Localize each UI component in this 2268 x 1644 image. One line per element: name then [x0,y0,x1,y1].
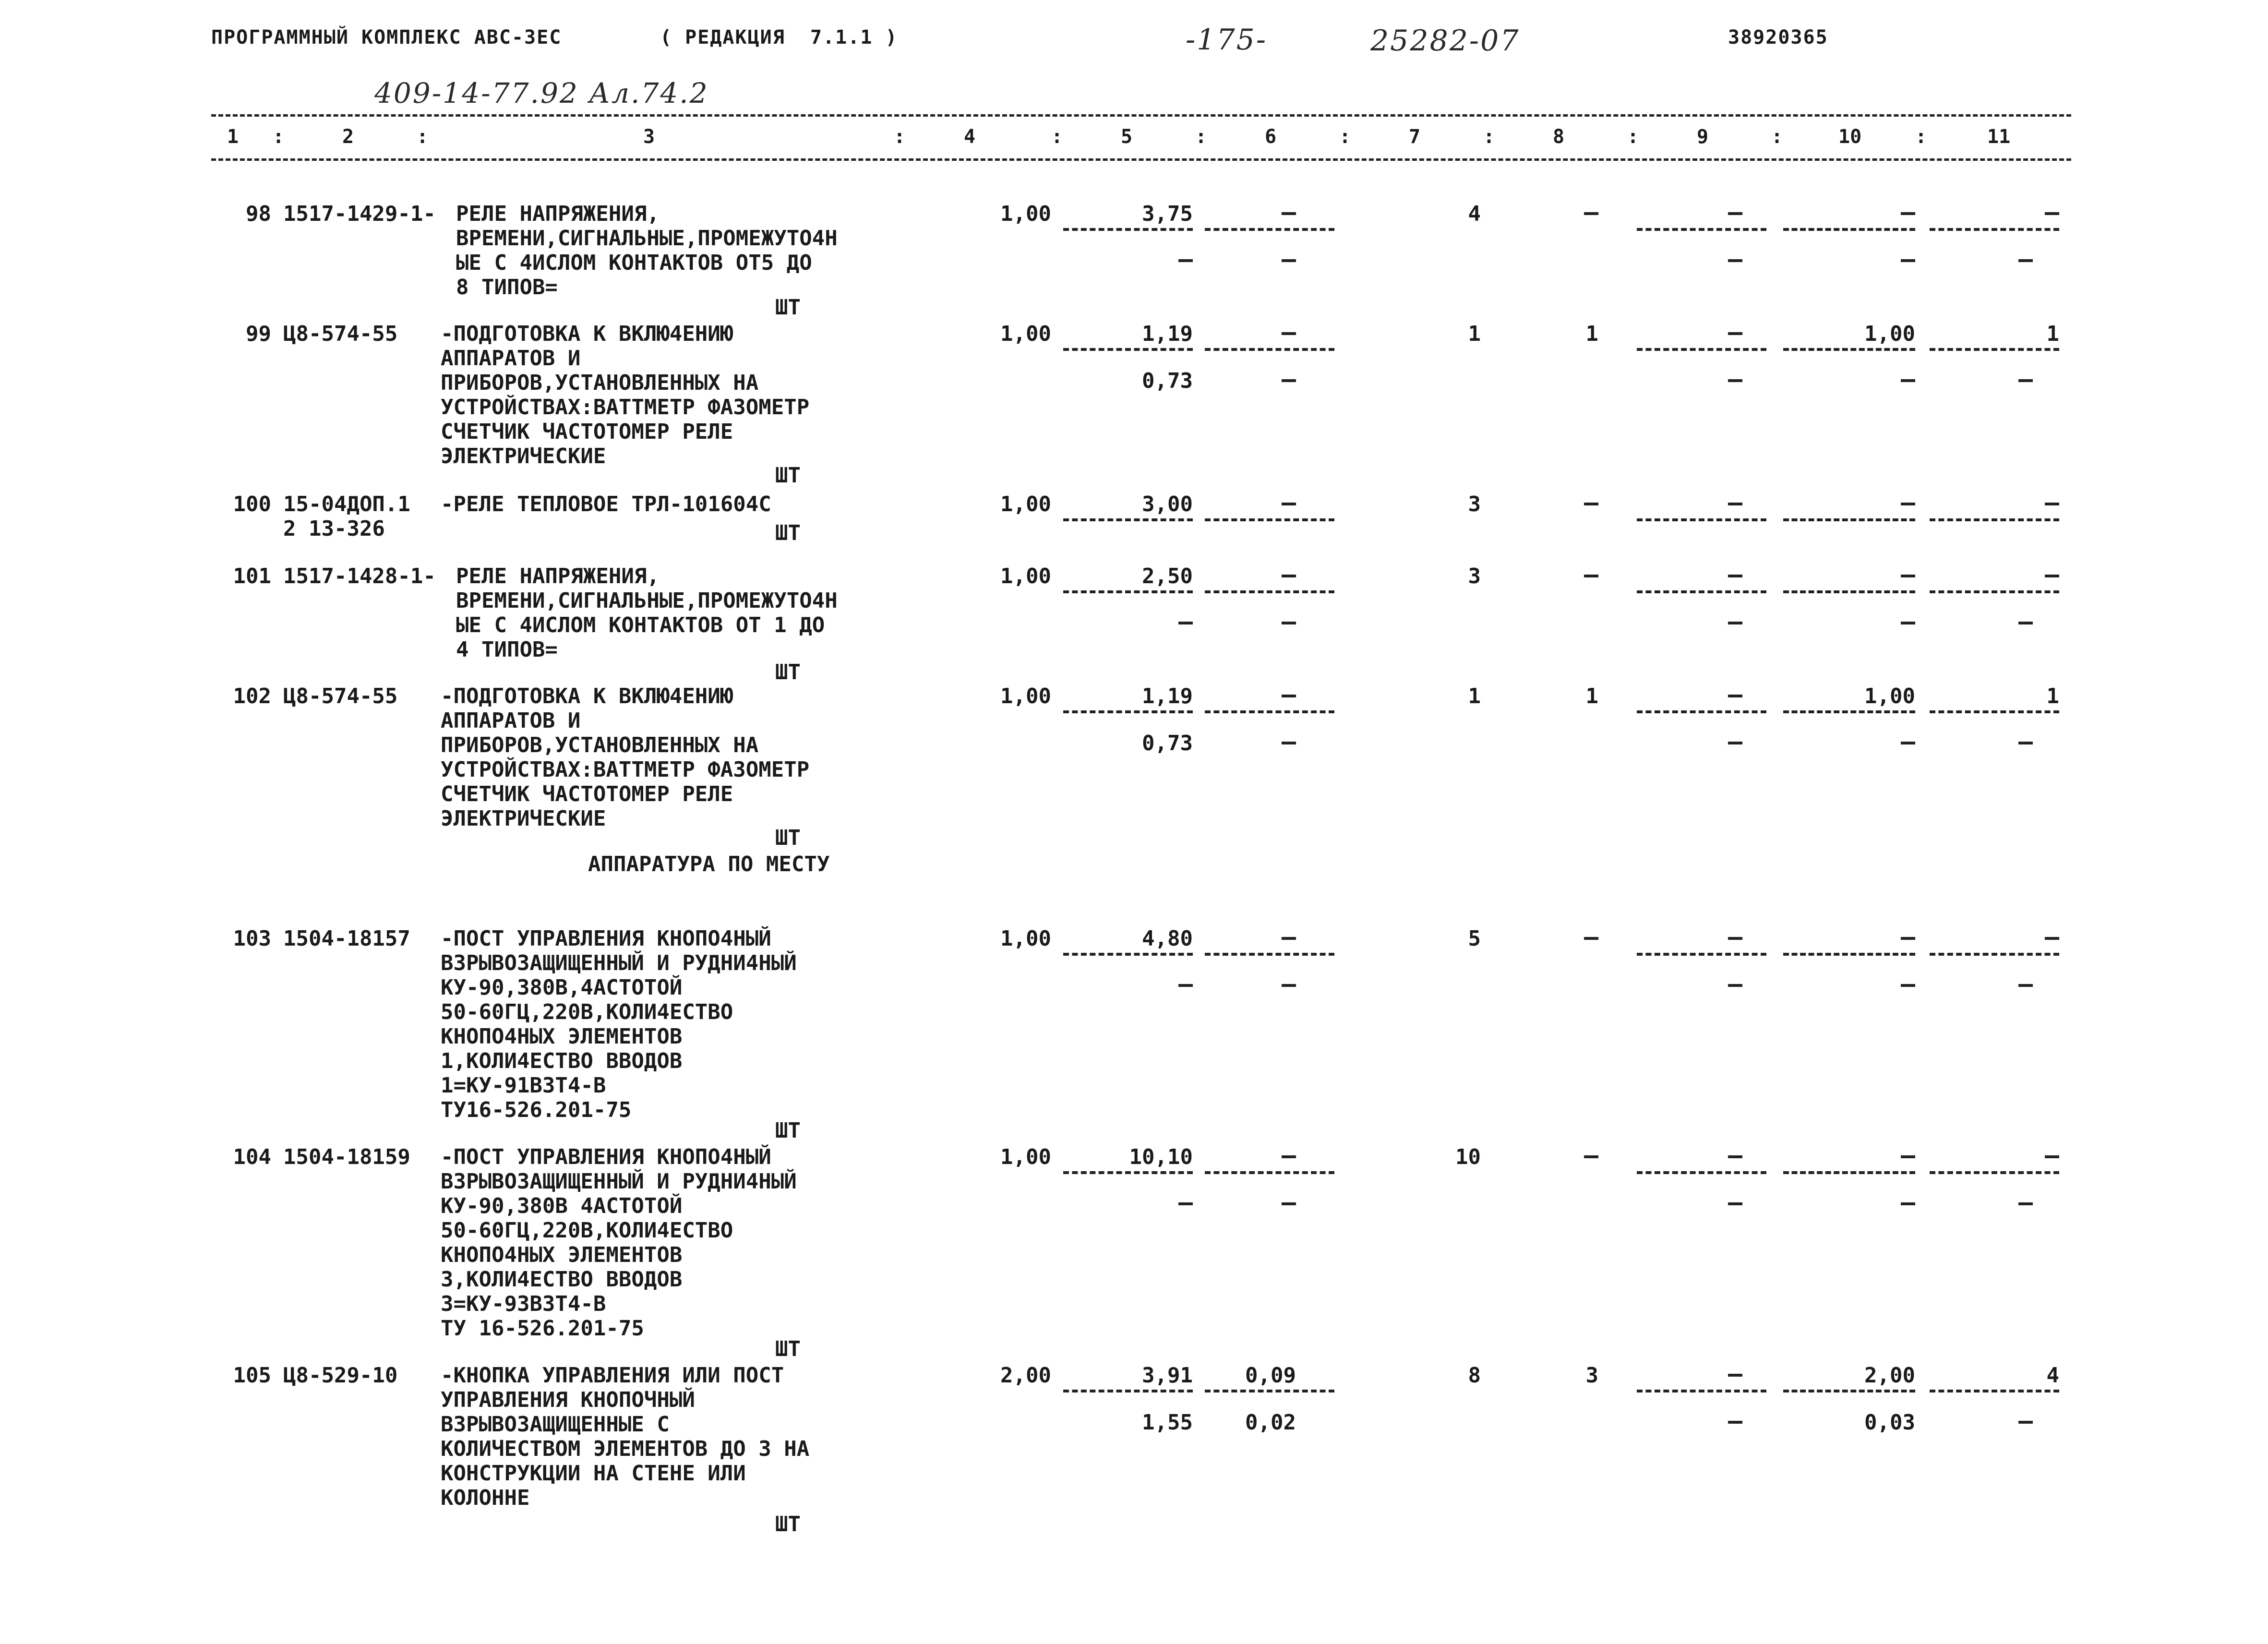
fraction-line-col11 [1930,518,2059,521]
header-rule-top [211,114,2071,117]
fraction-line-col11 [1930,590,2059,593]
row-unit: ШТ [775,521,801,545]
fraction-line-col9 [1637,590,1766,593]
cell-col11 [2045,937,2059,940]
fraction-line-col9 [1637,710,1766,713]
fraction-line-col5 [1063,228,1193,231]
cell-col11-lower [2018,622,2033,624]
cell-col8: 1 [1585,684,1598,708]
cell-col9 [1728,503,1742,505]
cell-col5-lower: 0,73 [1142,731,1193,756]
cell-col11-lower [2018,259,2033,262]
fraction-line-col6 [1205,1390,1334,1392]
row-unit: ШТ [775,660,801,684]
cell-col5: 3,75 [1142,202,1193,226]
row-number: 105 [233,1363,271,1388]
cell-col6-lower: 0,02 [1245,1410,1296,1435]
row-code: 1517-1428-1- [283,564,436,588]
cell-col6-lower [1282,742,1296,744]
fraction-line-col9 [1637,228,1766,231]
cell-col8 [1584,212,1598,215]
cell-col5-lower [1178,1202,1193,1205]
cell-col7: 1 [1468,322,1481,346]
col-separator: : [1051,126,1063,148]
cell-col11 [2045,575,2059,577]
col-4: 4 [964,126,976,148]
row-code: Ц8-529-10 [283,1363,398,1388]
fraction-line-col5 [1063,1390,1193,1392]
cell-col9 [1728,937,1742,940]
row-number: 98 [246,202,271,226]
cell-quantity: 1,00 [1000,322,1051,346]
fraction-line-col11 [1930,710,2059,713]
cell-quantity: 1,00 [1000,202,1051,226]
fraction-line-col5 [1063,348,1193,351]
edition-label: ( РЕДАКЦИЯ 7.1.1 ) [660,26,898,48]
col-separator: : [273,126,285,148]
cell-col7: 1 [1468,684,1481,708]
col-separator: : [894,126,906,148]
fraction-line-col10 [1783,953,1915,956]
fraction-line-col5 [1063,518,1193,521]
col-2: 2 [342,126,354,148]
col-1: 1 [227,126,239,148]
cell-col9 [1728,575,1742,577]
cell-col9-lower [1728,379,1742,382]
col-6: 6 [1265,126,1277,148]
header-rule-bottom [211,158,2071,161]
cell-col5-lower: 1,55 [1142,1410,1193,1435]
fraction-line-col10 [1783,348,1915,351]
cell-col10-lower: 0,03 [1864,1410,1915,1435]
cell-col7: 5 [1468,926,1481,951]
cell-col10-lower [1901,622,1915,624]
col-separator: : [1195,126,1207,148]
fraction-line-col9 [1637,1390,1766,1392]
fraction-line-col6 [1205,590,1334,593]
row-number: 99 [246,322,271,346]
cell-col11 [2045,1155,2059,1158]
row-code: 1504-18159 [283,1145,410,1169]
row-code: 15-04ДОП.1 2 13-326 [283,492,410,541]
cell-col6 [1282,503,1296,505]
row-unit: ШТ [775,826,801,850]
cell-col11-lower [2018,1202,2033,1205]
handwritten-reference: 409-14-77.92 Ал.74.2 [374,77,709,109]
cell-col6-lower [1282,1202,1296,1205]
fraction-line-col9 [1637,518,1766,521]
cell-col10-lower [1901,259,1915,262]
cell-col8: 3 [1585,1363,1598,1388]
row-description: РЕЛЕ НАПРЯЖЕНИЯ, ВРЕМЕНИ,СИГНАЛЬНЫЕ,ПРОМЕЖУТО4Н ЫЕ С 4ИСЛОМ КОНТАКТОВ ОТ 1 ДО 4 ТИПОВ= [456,564,838,662]
fraction-line-col10 [1783,1171,1915,1174]
col-10: 10 [1838,126,1862,148]
col-8: 8 [1553,126,1565,148]
col-7: 7 [1409,126,1421,148]
col-separator: : [1915,126,1927,148]
fraction-line-col5 [1063,590,1193,593]
row-description: -РЕЛЕ ТЕПЛОВОЕ ТРЛ-101604С [441,492,771,516]
cell-col9 [1728,332,1742,335]
document-code: 38920365 [1728,26,1828,48]
cell-col5-lower [1178,984,1193,987]
fraction-line-col10 [1783,1390,1915,1392]
row-description: -КНОПКА УПРАВЛЕНИЯ ИЛИ ПОСТ УПРАВЛЕНИЯ КНОПОЧНЫЙ ВЗРЫВОЗАЩИЩЕННЫЕ С КОЛИЧЕСТВОМ ЭЛЕМЕНТОВ ДО 3 НА КОНСТРУКЦИИ НА СТЕНЕ ИЛИ КОЛОННЕ [441,1363,810,1510]
cell-col9 [1728,695,1742,697]
cell-col6: 0,09 [1245,1363,1296,1388]
cell-col6 [1282,695,1296,697]
cell-col9 [1728,1374,1742,1377]
row-description: -ПОДГОТОВКА К ВКЛЮ4ЕНИЮ АППАРАТОВ И ПРИБОРОВ,УСТАНОВЛЕННЫХ НА УСТРОЙСТВАХ:ВАТТМЕТР ФАЗОМЕТР СЧЕТЧИК ЧАСТОТОМЕР РЕЛЕ ЭЛЕКТРИЧЕСКИЕ [441,322,810,468]
fraction-line-col10 [1783,590,1915,593]
fraction-line-col5 [1063,953,1193,956]
cell-col7: 4 [1468,202,1481,226]
cell-col6-lower [1282,984,1296,987]
program-title: ПРОГРАММНЫЙ КОМПЛЕКС АВС-3ЕС [211,26,562,48]
row-unit: ШТ [775,1118,801,1143]
cell-col10-lower [1901,379,1915,382]
cell-quantity: 1,00 [1000,684,1051,708]
cell-col5: 3,91 [1142,1363,1193,1388]
row-code: 1517-1429-1- [283,202,436,226]
fraction-line-col11 [1930,228,2059,231]
section-title: АППАРАТУРА ПО МЕСТУ [588,852,830,876]
row-number: 103 [233,926,271,951]
cell-col10 [1901,1155,1915,1158]
cell-col11-lower [2018,379,2033,382]
document-number: 25282-07 [1370,24,1520,58]
cell-col8 [1584,1155,1598,1158]
cell-col5-lower: 0,73 [1142,369,1193,393]
cell-col8 [1584,575,1598,577]
row-unit: ШТ [775,295,801,320]
cell-col9 [1728,212,1742,215]
fraction-line-col11 [1930,1171,2059,1174]
cell-quantity: 1,00 [1000,926,1051,951]
cell-col10 [1901,503,1915,505]
cell-col9-lower [1728,1421,1742,1424]
cell-col5: 1,19 [1142,322,1193,346]
cell-col11-lower [2018,1421,2033,1424]
cell-col5: 3,00 [1142,492,1193,516]
cell-col7: 8 [1468,1363,1481,1388]
row-unit: ШТ [775,1512,801,1536]
col-separator: : [1339,126,1351,148]
fraction-line-col9 [1637,348,1766,351]
cell-col6 [1282,1155,1296,1158]
row-description: РЕЛЕ НАПРЯЖЕНИЯ, ВРЕМЕНИ,СИГНАЛЬНЫЕ,ПРОМЕЖУТО4Н ЫЕ С 4ИСЛОМ КОНТАКТОВ ОТ5 ДО 8 ТИПОВ= [456,202,838,300]
cell-col6-lower [1282,259,1296,262]
cell-col5: 1,19 [1142,684,1193,708]
cell-col6-lower [1282,622,1296,624]
cell-col6 [1282,332,1296,335]
cell-col10: 1,00 [1864,322,1915,346]
fraction-line-col6 [1205,228,1334,231]
cell-col10 [1901,937,1915,940]
col-5: 5 [1121,126,1133,148]
row-description: -ПОСТ УПРАВЛЕНИЯ КНОПО4НЫЙ ВЗРЫВОЗАЩИЩЕННЫЙ И РУДНИ4НЫЙ КУ-90,380В,4АСТОТОЙ 50-60ГЦ,220В,КОЛИ4ЕСТВО КНОПО4НЫХ ЭЛЕМЕНТОВ 1,КОЛИ4ЕСТВО ВВОДОВ 1=КУ-91В3Т4-В ТУ16-526.201-75 [441,926,797,1122]
col-separator: : [1627,126,1639,148]
cell-col7: 10 [1455,1145,1481,1169]
cell-col6 [1282,212,1296,215]
fraction-line-col11 [1930,953,2059,956]
cell-col7: 3 [1468,492,1481,516]
page-number: -175- [1186,23,1268,57]
col-separator: : [1771,126,1783,148]
cell-col10: 2,00 [1864,1363,1915,1388]
fraction-line-col5 [1063,1171,1193,1174]
cell-col11-lower [2018,984,2033,987]
cell-col5-lower [1178,622,1193,624]
row-code: 1504-18157 [283,926,410,951]
cell-quantity: 1,00 [1000,564,1051,588]
fraction-line-col9 [1637,1171,1766,1174]
col-separator: : [417,126,429,148]
fraction-line-col6 [1205,953,1334,956]
cell-col9-lower [1728,742,1742,744]
col-3: 3 [643,126,655,148]
cell-col5: 10,10 [1129,1145,1193,1169]
fraction-line-col10 [1783,518,1915,521]
cell-quantity: 2,00 [1000,1363,1051,1388]
cell-quantity: 1,00 [1000,492,1051,516]
fraction-line-col6 [1205,1171,1334,1174]
cell-col5: 4,80 [1142,926,1193,951]
cell-col11: 4 [2046,1363,2059,1388]
cell-col10-lower [1901,742,1915,744]
col-9: 9 [1697,126,1709,148]
fraction-line-col5 [1063,710,1193,713]
cell-col10 [1901,212,1915,215]
cell-col6 [1282,575,1296,577]
cell-col11 [2045,503,2059,505]
cell-col5: 2,50 [1142,564,1193,588]
cell-col7: 3 [1468,564,1481,588]
fraction-line-col6 [1205,710,1334,713]
row-number: 101 [233,564,271,588]
row-code: Ц8-574-55 [283,684,398,708]
cell-col9-lower [1728,259,1742,262]
cell-col9 [1728,1155,1742,1158]
row-description: -ПОДГОТОВКА К ВКЛЮ4ЕНИЮ АППАРАТОВ И ПРИБОРОВ,УСТАНОВЛЕННЫХ НА УСТРОЙСТВАХ:ВАТТМЕТР ФАЗОМЕТР СЧЕТЧИК ЧАСТОТОМЕР РЕЛЕ ЭЛЕКТРИЧЕСКИЕ [441,684,810,831]
fraction-line-col11 [1930,1390,2059,1392]
cell-col11-lower [2018,742,2033,744]
fraction-line-col6 [1205,518,1334,521]
cell-col10: 1,00 [1864,684,1915,708]
row-unit: ШТ [775,1337,801,1361]
cell-col9-lower [1728,984,1742,987]
col-11: 11 [1987,126,2011,148]
row-number: 102 [233,684,271,708]
cell-col8: 1 [1585,322,1598,346]
cell-col11: 1 [2046,322,2059,346]
row-number: 100 [233,492,271,516]
cell-quantity: 1,00 [1000,1145,1051,1169]
fraction-line-col6 [1205,348,1334,351]
cell-col8 [1584,937,1598,940]
fraction-line-col9 [1637,953,1766,956]
row-unit: ШТ [775,463,801,488]
cell-col8 [1584,503,1598,505]
cell-col11: 1 [2046,684,2059,708]
row-description: -ПОСТ УПРАВЛЕНИЯ КНОПО4НЫЙ ВЗРЫВОЗАЩИЩЕННЫЙ И РУДНИ4НЫЙ КУ-90,380В 4АСТОТОЙ 50-60ГЦ,220В,КОЛИ4ЕСТВО КНОПО4НЫХ ЭЛЕМЕНТОВ 3,КОЛИ4ЕСТВО ВВОДОВ 3=КУ-93В3Т4-В ТУ 16-526.201-75 [441,1145,797,1341]
cell-col10-lower [1901,1202,1915,1205]
row-number: 104 [233,1145,271,1169]
cell-col9-lower [1728,1202,1742,1205]
cell-col5-lower [1178,259,1193,262]
cell-col6-lower [1282,379,1296,382]
fraction-line-col10 [1783,710,1915,713]
fraction-line-col10 [1783,228,1915,231]
cell-col11 [2045,212,2059,215]
cell-col10-lower [1901,984,1915,987]
col-separator: : [1483,126,1495,148]
cell-col10 [1901,575,1915,577]
row-code: Ц8-574-55 [283,322,398,346]
fraction-line-col11 [1930,348,2059,351]
cell-col9-lower [1728,622,1742,624]
cell-col6 [1282,937,1296,940]
